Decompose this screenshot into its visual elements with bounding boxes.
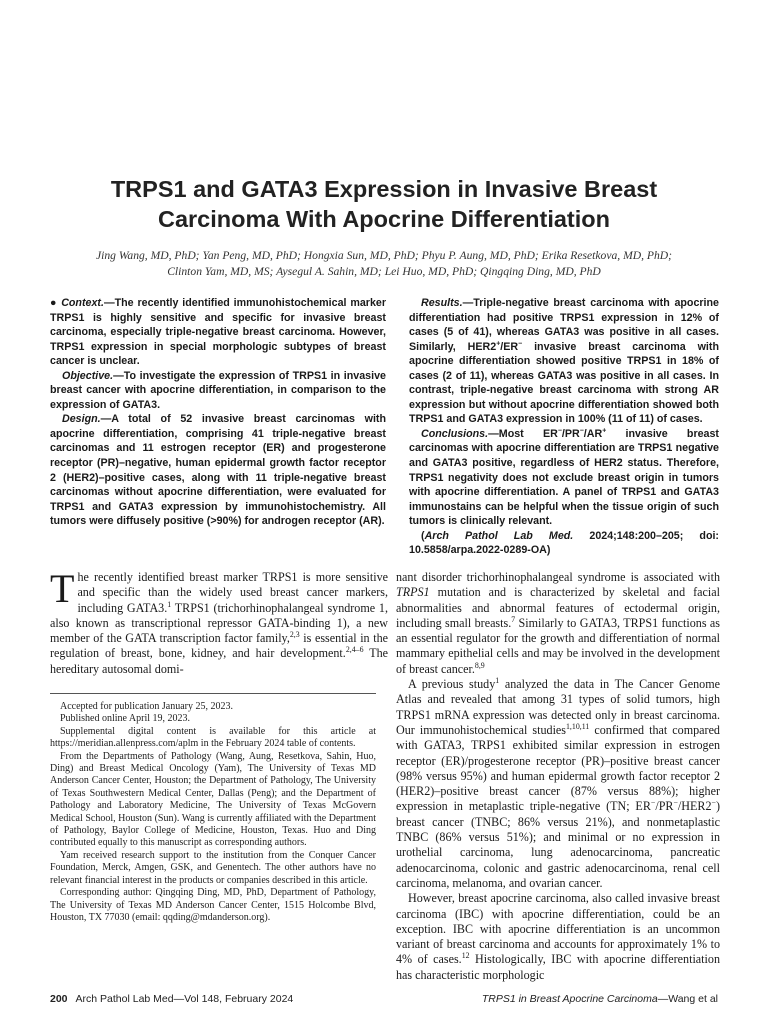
- sup-minus: −: [650, 798, 656, 808]
- context-label: Context.: [61, 297, 104, 309]
- abstract-objective: [50, 369, 386, 413]
- footnote-published: Published online April 19, 2023.: [60, 713, 190, 725]
- results-text-a: —Triple-negative breast carcinoma with apocrine differentiation had positive TRPS1 expression in 12% of cases (5 of 41), whereas GATA3 was positive in all cases. Similarly, HER2: [409, 297, 719, 353]
- footnote-supplemental: Supplemental digital content is available for this article at https://meridian.allenpress.com/aplm in the February 2024 table of contents.: [50, 725, 376, 750]
- citation-sup: 1: [495, 676, 500, 686]
- citation-rest: 2024;148:200–205; doi: 10.5858/arpa.2022-0289-OA): [409, 529, 719, 557]
- footnote-corresponding: Corresponding author: Qingqing Ding, MD, PhD, Department of Pathology, The University of Texas MD Anderson Cancer Center, 1515 Holcombe Blvd, Houston, TX 77030 (email: qqding@mdanderson.org).: [50, 887, 376, 923]
- p1-d: The hereditary autosomal domi-: [50, 646, 388, 676]
- article-title: [40, 174, 728, 234]
- design-label: Design.: [62, 413, 101, 426]
- conclusions-text-b: /PR: [561, 427, 580, 440]
- p1-c: is essential in the regulation of breast, bone, kidney, and hair development.: [50, 631, 388, 661]
- page-number: 200: [50, 993, 68, 1005]
- r1-b: mutation and is characterized by skeletal and facial abnormalities and abnormal features of ectodermal origin, including small breasts.: [396, 585, 720, 630]
- abstract-citation: (Arch Pathol Lab Med. 2024;148:200–205; doi: 10.5858/arpa.2022-0289-OA): [409, 529, 719, 557]
- citation-sup: 7: [511, 614, 516, 624]
- r1-a: nant disorder trichorhinophalangeal syndrome is associated with: [396, 570, 720, 584]
- r1-c: Similarly to GATA3, TRPS1 functions as an essential regulator for the growth and differentiation of normal mammary epithelial cells and may be involved in the development of breast cancer.: [396, 615, 720, 676]
- sup-minus: −: [711, 798, 716, 808]
- p1-b: TRPS1 (trichorhinophalangeal syndrome 1, also known as transcriptional repressor GATA-binding 1), a new member of the GATA transcription factor family,: [50, 600, 388, 646]
- running-title: TRPS1 in Breast Apocrine Carcinoma: [481, 993, 658, 1005]
- sup-minus: −: [579, 427, 584, 435]
- drop-cap: T: [50, 566, 75, 611]
- sup-plus: +: [602, 427, 607, 435]
- citation-sup: 1: [167, 599, 172, 609]
- running-authors: —Wang et al: [657, 993, 718, 1005]
- r1-gene: TRPS1: [396, 585, 430, 600]
- body-right-column: [396, 570, 720, 983]
- r3-a: However, breast apocrine carcinoma, also called invasive breast carcinoma (IBC) with apocrine differentiation, could be an exception. IBC with apocrine differentiation is an uncommon variant of breast carcinoma and accounts for approximately 1% to 4% of cases.: [396, 891, 720, 967]
- sup-minus: −: [673, 798, 678, 808]
- footnote-affiliations: From the Departments of Pathology (Wang, Aung, Resetkova, Sahin, Huo, Ding) and Breast Medical Oncology (Yam), The University of Texas MD Anderson Cancer Center, Houston; the Department of Pathology, The University of Texas Southwestern Medical Center, Dallas (Peng); and the Department of Pathology and Laboratory Medicine, The University of Texas McGovern Medical School, Houston (Sun). Wang is currently affiliated with the Department of Pathology, Baylor College of Medicine, Houston, Texas. Huo and Ding contributed equally to this manuscript as corresponding authors.: [50, 750, 376, 849]
- body-paragraph-1: [50, 566, 388, 677]
- results-text-b: /ER: [500, 340, 519, 353]
- footnote-accepted: Accepted for publication January 25, 2023.: [60, 701, 234, 712]
- footnotes: [50, 701, 376, 924]
- body-paragraph-r3: [396, 891, 720, 983]
- results-text-c: invasive breast carcinoma with apocrine differentiation showed positive TRPS1 in 18% of cases (2 of 11), whereas GATA3 was positive in all cases. In contrast, triple-negative breast carcinoma with strong AR expression but without apocrine differentiation showed both TRPS1 and GATA3 expression in 100% (11 of 11) of cases.: [409, 340, 719, 426]
- sup-minus: −: [518, 340, 523, 348]
- authors-line-1: Jing Wang, MD, PhD; Yan Peng, MD, PhD; Hongxia Sun, MD, PhD; Phyu P. Aung, MD, PhD; Erika Resetkova, MD, PhD;: [95, 249, 673, 262]
- results-label: Results.: [421, 297, 463, 309]
- title-line-2: Carcinoma With Apocrine Differentiation: [158, 206, 610, 232]
- page-footer-right: [482, 993, 718, 1005]
- citation-sup: 1,10,11: [566, 721, 590, 731]
- citation-journal: Arch Pathol Lab Med.: [424, 529, 574, 542]
- sup-minus: −: [557, 427, 562, 435]
- title-line-1: TRPS1 and GATA3 Expression in Invasive Breast: [110, 176, 658, 202]
- citation-sup: 8,9: [474, 660, 485, 670]
- context-text: —The recently identified immunohistochemical marker TRPS1 is highly sensitive and specific for invasive breast carcinoma, especially triple-negative breast carcinoma. However, TRPS1 expression in special morphologic subtypes of breast cancer is unclear.: [50, 297, 386, 368]
- objective-text: —To investigate the expression of TRPS1 in invasive breast cancer with apocrine differentiation, in comparison to the expression of GATA3.: [50, 369, 386, 411]
- journal-info: Arch Pathol Lab Med—Vol 148, February 2024: [75, 993, 294, 1005]
- page-footer-left: [50, 993, 293, 1005]
- r3-b: Histologically, IBC with apocrine differentiation has characteristic morphologic: [396, 952, 720, 982]
- conclusions-text-a: —Most ER: [488, 427, 558, 440]
- author-list: [40, 248, 728, 280]
- conclusions-text-d: invasive breast carcinomas with apocrine differentiation are TRPS1 negative and GATA3 positive, regardless of HER2 status. Therefore, TRPS1 negativity does not exclude breast origin in tumors with apocrine differentiation. A panel of TRPS1 and GATA3 immunostains can be helpful when the tissue origin of such tumors is clinically relevant.: [409, 427, 719, 528]
- p1-a: he recently identified breast marker TRPS1 is more sensitive and specific than the widely used breast cancer markers, including GATA3.: [77, 570, 388, 615]
- citation-sup: 2,3: [289, 630, 300, 640]
- footnote-divider: [50, 693, 376, 694]
- design-text: —A total of 52 invasive breast carcinomas with apocrine differentiation, comprising 41 triple-negative breast carcinomas and 11 estrogen receptor (ER) and progesterone receptor (PR)–negative, human epidermal growth factor receptor 2 (HER2)–positive cases, along with 11 triple-negative breast carcinomas without apocrine differentiation, were evaluated for TRPS1 and GATA3 expression by immunohistochemistry. All tumors were diffusely positive (>90%) for androgen receptor (AR).: [50, 413, 386, 528]
- abstract-results: [409, 296, 719, 427]
- authors-line-2: Clinton Yam, MD, MS; Aysegul A. Sahin, MD; Lei Huo, MD, PhD; Qingqing Ding, MD, PhD: [167, 265, 601, 278]
- objective-label: Objective.: [62, 369, 114, 382]
- r2-c: confirmed that compared with GATA3, TRPS1 exhibited similar expression in estrogen receptor (ER)/progesterone receptor (PR)–positive breast cancer (98% versus 95%) and human epidermal growth factor receptor 2 (HER2)–positive breast cancer (87% versus 88%); higher expression in metaplastic triple-negative (TN; ER: [396, 722, 720, 814]
- footnote-disclosure: Yam received research support to the institution from the Conquer Cancer Foundation, Merck, Amgen, GSK, and Genentech. The other authors have no relevant financial interest in the products or companies described in this article.: [50, 849, 376, 886]
- r2-f: ) breast cancer (TNBC; 86% versus 21%), and nonmetaplastic TNBC (86% versus 51%); and minimal or no expression in urothelial carcinoma, lung adenocarcinoma, pancreatic adenocarcinoma, colonic and gastric adenocarcinoma, renal cell carcinoma, melanoma, and ovarian cancer.: [396, 799, 720, 890]
- abstract-right-column: [409, 296, 719, 558]
- abstract-context: ● Context.—The recently identified immunohistochemical marker TRPS1 is highly sensitive and specific for invasive breast carcinoma, especially triple-negative breast carcinoma. However, TRPS1 expression in special morphologic subtypes of breast cancer is unclear.: [50, 297, 386, 368]
- r2-d: /PR: [655, 799, 674, 814]
- citation-sup: 12: [461, 951, 470, 961]
- conclusions-label: Conclusions.: [421, 427, 489, 440]
- abstract-conclusions: [409, 427, 719, 529]
- citation-sup: 2,4–6: [345, 645, 364, 655]
- abstract-left-column: [50, 296, 386, 529]
- abstract-design: [50, 412, 386, 528]
- r2-e: /HER2: [677, 799, 712, 814]
- r2-b: analyzed the data in The Cancer Genome Atlas and revealed that among 31 types of solid tumors, high TRPS1 mRNA expression was detected only in breast carcinoma. Our immunohistochemical studies: [396, 677, 720, 737]
- body-paragraph-r2: [396, 677, 720, 891]
- sup-plus: +: [496, 340, 501, 348]
- body-paragraph-r1: [396, 570, 720, 677]
- r2-a: A previous study: [408, 677, 496, 692]
- body-left-column: [50, 566, 388, 677]
- conclusions-text-c: /AR: [583, 427, 603, 440]
